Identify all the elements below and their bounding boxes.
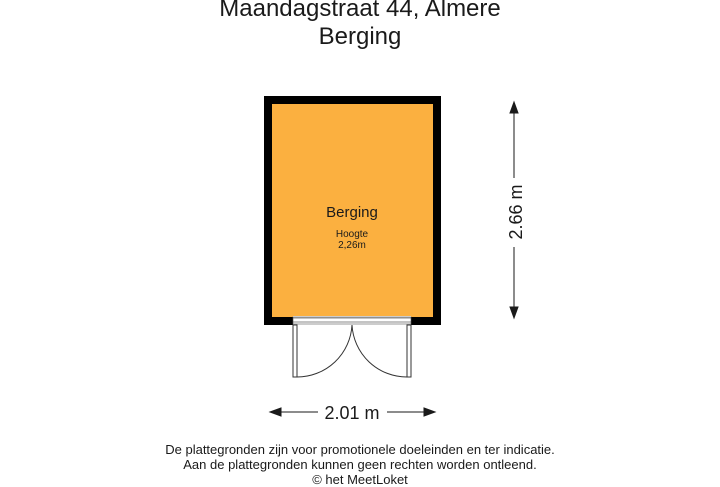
left-door-swing	[293, 325, 352, 377]
room-height-value: 2,26m	[338, 240, 366, 251]
depth-dimension-label: 2.66 m	[506, 184, 526, 240]
address-title: Maandagstraat 44, Almere	[219, 0, 501, 22]
floor-title: Berging	[318, 23, 402, 50]
room-height-label: Hoogte	[335, 229, 369, 240]
disclaimer-line-1: De plattegronden zijn voor promotionele doeleinden en ter indicatie.	[165, 442, 555, 457]
right-door-swing	[352, 325, 411, 377]
copyright-line: © het MeetLoket	[312, 472, 408, 487]
width-dimension-label: 2.01 m	[324, 403, 380, 423]
room-name: Berging	[326, 204, 378, 221]
disclaimer-line-2: Aan de plattegronden kunnen geen rechten worden ontleend.	[183, 457, 537, 472]
